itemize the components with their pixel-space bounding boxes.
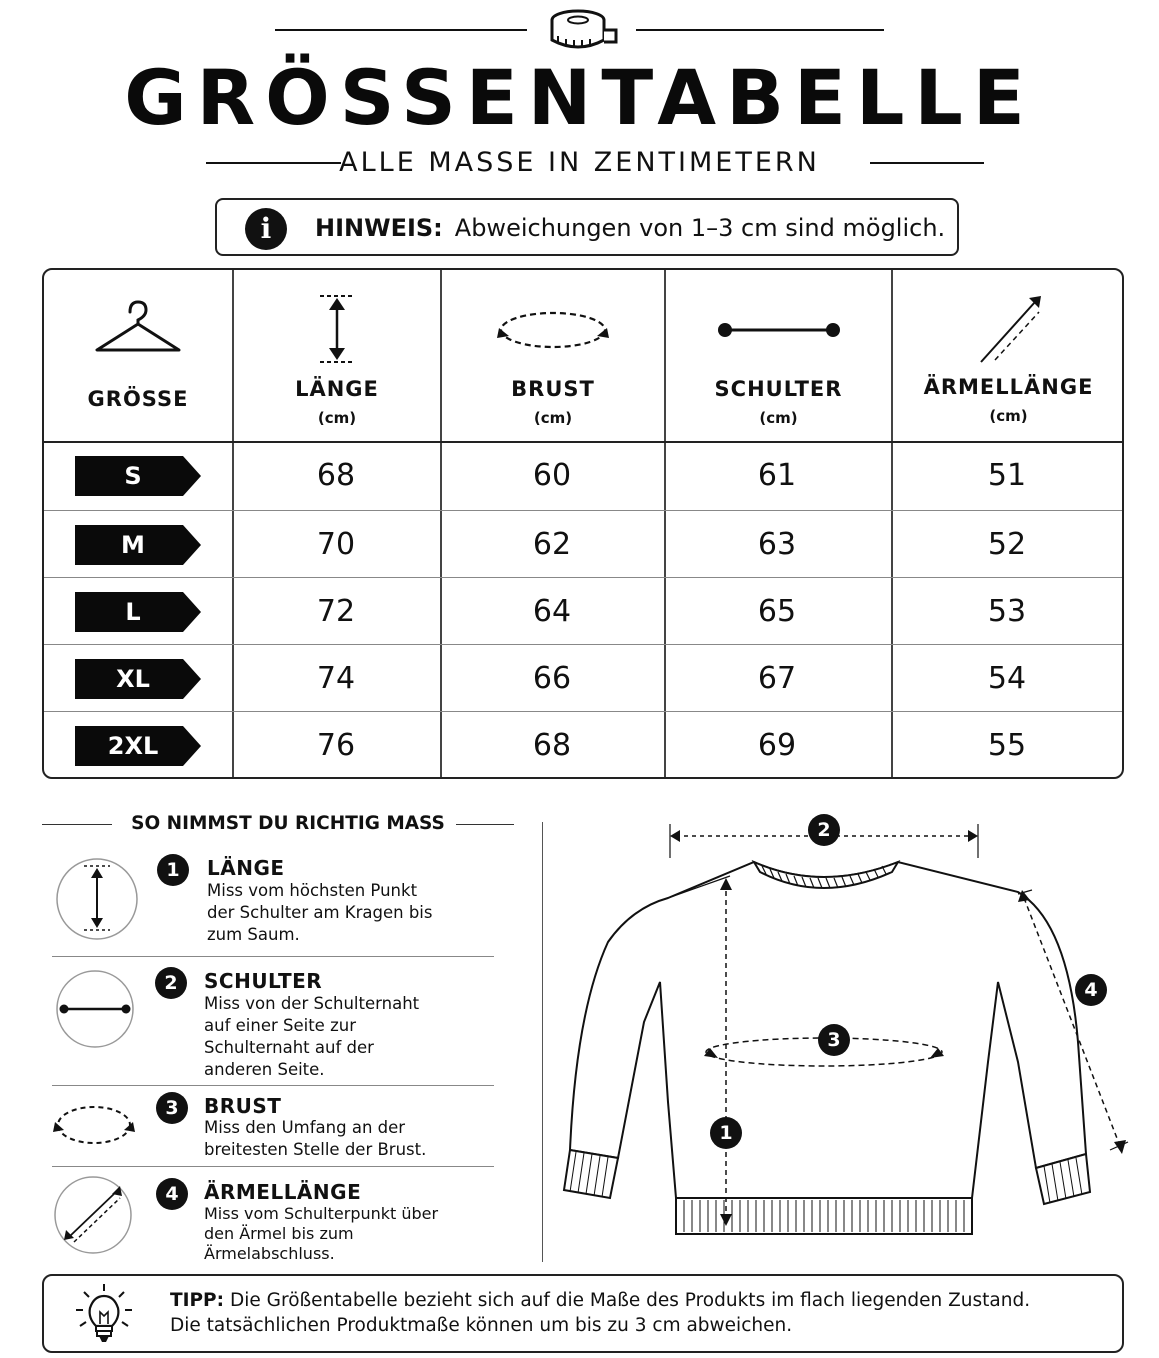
note-box <box>215 198 959 256</box>
table-cell: 72 <box>316 593 356 629</box>
size-label-text: M <box>121 530 145 559</box>
length-measure-icon <box>54 856 140 942</box>
measuring-tape-icon <box>548 6 620 54</box>
tip-line-1: Die Größentabelle bezieht sich auf die Maße des Produkts im flach liegenden Zustand. <box>230 1290 1031 1311</box>
step-number: 1 <box>157 854 189 886</box>
header-rule-right <box>636 29 884 31</box>
col-header-unit: (cm) <box>989 407 1028 425</box>
table-cell: 52 <box>987 526 1027 562</box>
page-subtitle: ALLE MASSE IN ZENTIMETERN <box>339 147 820 178</box>
size-label-text: 2XL <box>107 731 159 760</box>
step-description: Miss vom höchsten Punkt der Schulter am Kragen bis zum Saum. <box>207 881 433 944</box>
section-divider <box>542 822 543 1262</box>
note-message: Abweichungen von 1–3 cm sind möglich. <box>454 214 946 242</box>
step-divider <box>52 956 494 957</box>
sleeve-measure-icon <box>52 1174 134 1256</box>
shoulder-measure-icon <box>54 968 136 1050</box>
step-divider <box>52 1085 494 1086</box>
chest-measure-icon <box>52 1100 136 1150</box>
table-cell: 61 <box>757 457 797 493</box>
header-rule-left <box>275 29 527 31</box>
table-cell: 51 <box>987 457 1027 493</box>
step-number: 2 <box>155 967 187 999</box>
tip-line-2: Die tatsächlichen Produktmaße können um bis zu 3 cm abweichen. <box>170 1315 793 1336</box>
table-cell: 62 <box>532 526 572 562</box>
size-label-text: L <box>125 597 141 626</box>
step-description: Miss vom Schulterpunkt über den Ärmel bis zum Ärmelabschluss. <box>204 1204 439 1263</box>
table-cell: 54 <box>987 660 1027 696</box>
size-label-s <box>75 456 203 496</box>
lightbulb-icon <box>72 1282 136 1346</box>
table-cell: 69 <box>757 727 797 763</box>
col-header-unit: (cm) <box>759 409 798 427</box>
table-cell: 60 <box>532 457 572 493</box>
col-header-chest <box>442 306 664 428</box>
size-label-2xl <box>75 726 203 766</box>
diagram-marker-1: 1 <box>710 1117 742 1149</box>
howto-title: SO NIMMST DU RICHTIG MASS <box>131 813 445 834</box>
size-label-text: XL <box>116 664 150 693</box>
diagram-marker-3: 3 <box>818 1024 850 1056</box>
howto-rule-right <box>456 824 514 825</box>
col-header-shoulder <box>666 310 891 428</box>
step-description: Miss den Umfang an der breitesten Stelle der Brust. <box>204 1118 427 1159</box>
size-label-m <box>75 525 203 565</box>
table-cell: 70 <box>316 526 356 562</box>
col-header-label: ÄRMELLÄNGE <box>923 375 1094 399</box>
note-text <box>315 213 945 243</box>
diagram-marker-4: 4 <box>1075 974 1107 1006</box>
step-description: Miss von der Schulternaht auf einer Seite zur Schulternaht auf der anderen Seite. <box>204 994 420 1079</box>
tip-label: TIPP: <box>170 1290 225 1311</box>
table-cell: 76 <box>316 727 356 763</box>
sleeve-diagonal-icon <box>969 294 1049 366</box>
table-cell: 65 <box>757 593 797 629</box>
page-title: GRÖSSENTABELLE <box>124 53 1035 142</box>
col-header-unit: (cm) <box>317 409 357 427</box>
col-header-label: LÄNGE <box>295 377 379 401</box>
size-label-text: S <box>124 461 142 490</box>
step-title: SCHULTER <box>204 969 323 993</box>
size-column-header <box>44 300 232 412</box>
tip-box <box>42 1274 1124 1353</box>
col-header-length <box>234 292 440 428</box>
table-cell: 63 <box>757 526 797 562</box>
tip-text <box>170 1288 1030 1338</box>
size-label-xl <box>75 659 203 699</box>
diagram-marker-2: 2 <box>808 814 840 846</box>
table-cell: 68 <box>532 727 572 763</box>
table-cell: 66 <box>532 660 572 696</box>
note-label: HINWEIS: <box>315 214 443 242</box>
step-number: 3 <box>156 1092 188 1124</box>
table-cell: 68 <box>316 457 356 493</box>
length-arrow-icon <box>312 292 362 366</box>
shoulder-line-icon <box>717 310 841 350</box>
step-title: ÄRMELLÄNGE <box>204 1180 362 1204</box>
table-cell: 55 <box>987 727 1027 763</box>
step-divider <box>52 1166 494 1167</box>
howto-rule-left <box>42 824 112 825</box>
table-cell: 74 <box>316 660 356 696</box>
table-cell: 64 <box>532 593 572 629</box>
step-title: BRUST <box>204 1094 282 1118</box>
table-cell: 67 <box>757 660 797 696</box>
col-header-unit: (cm) <box>533 409 573 427</box>
hanger-icon <box>93 300 183 360</box>
size-header-label: GRÖSSE <box>87 387 189 411</box>
size-table <box>42 268 1124 779</box>
info-icon: i <box>245 208 287 250</box>
size-label-l <box>75 592 203 632</box>
step-title: LÄNGE <box>207 856 285 880</box>
col-header-sleeve <box>893 294 1124 426</box>
table-cell: 53 <box>987 593 1027 629</box>
col-header-label: BRUST <box>511 377 595 401</box>
chest-ellipse-icon <box>495 306 611 354</box>
step-number: 4 <box>156 1178 188 1210</box>
col-header-label: SCHULTER <box>714 377 843 401</box>
